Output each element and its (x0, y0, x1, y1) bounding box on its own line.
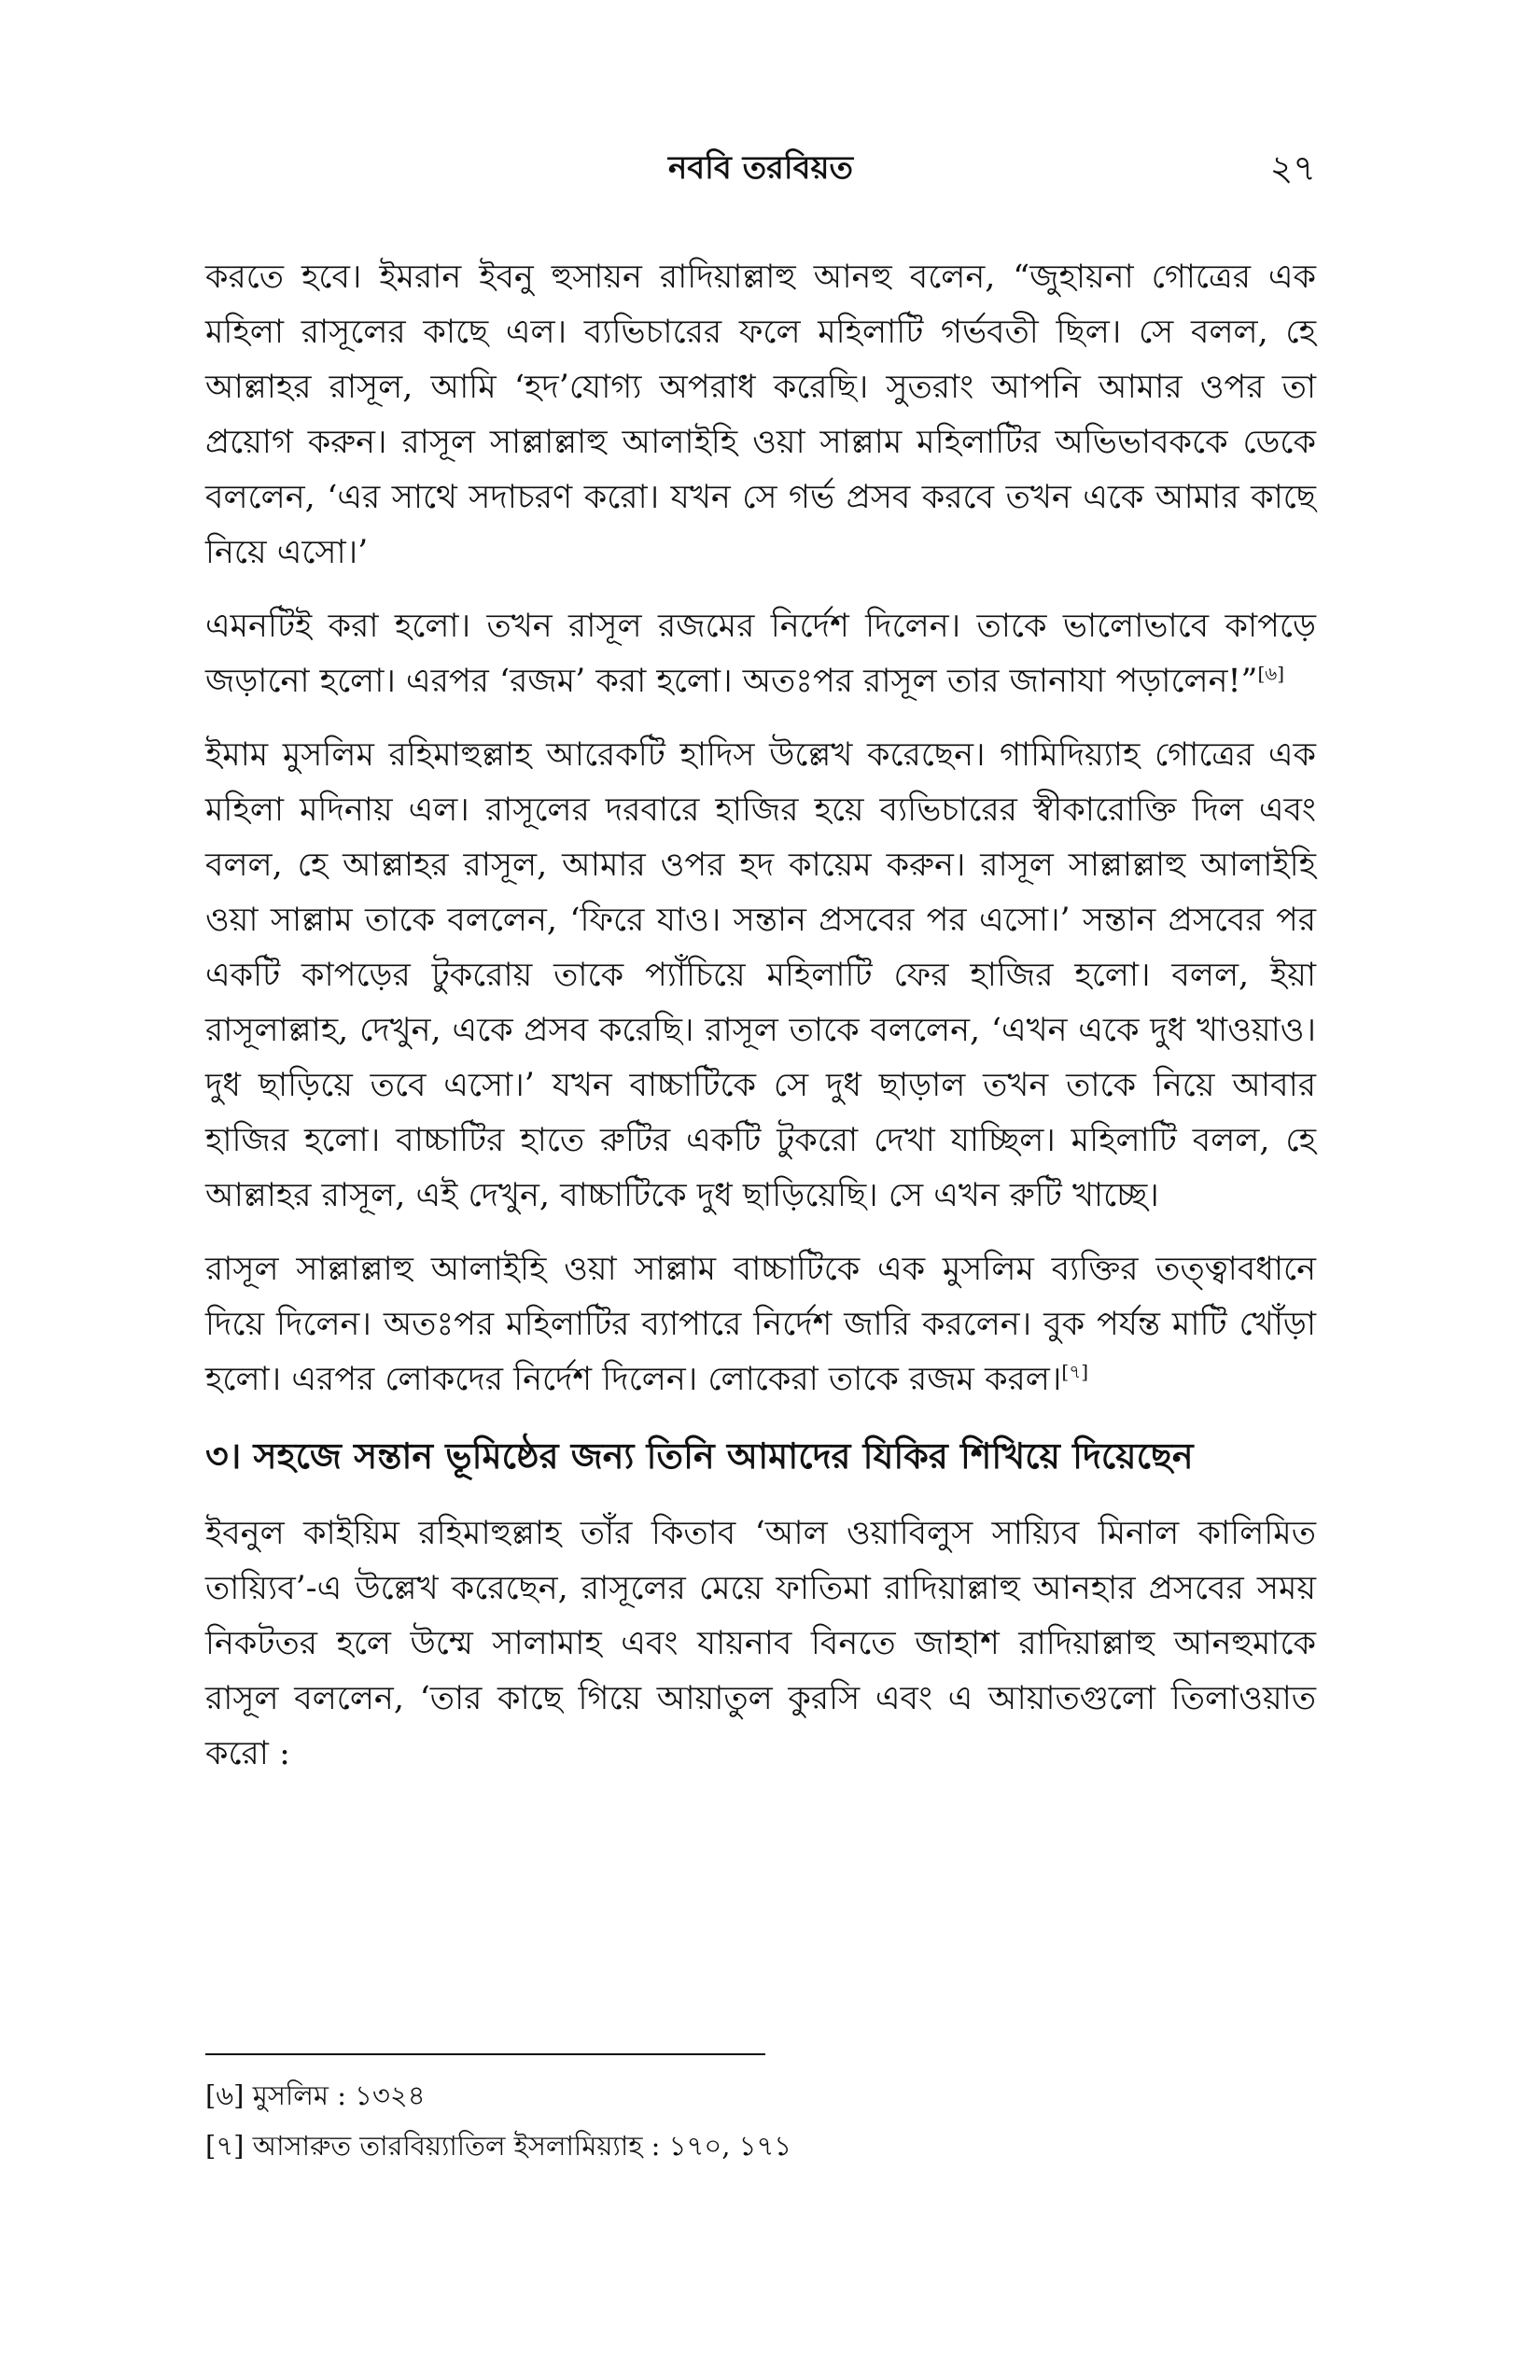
footnotes (205, 2074, 1316, 2175)
running-header (205, 140, 1316, 196)
paragraph-3: ইমাম মুসলিম রহিমাহুল্লাহ আরেকটি হাদিস উল্লেখ করেছেন। গামিদিয়্যাহ গোত্রের এক মহিলা মদিনায় এল। রাসূলের দরবারে হাজির হয়ে ব্যভিচারের স্বীকারোক্তি দিল এবং বলল, হে আল্লাহর রাসূল, আমার ওপর হদ কায়েম করুন। রাসূল সাল্লাল্লাহু আলাইহি ওয়া সাল্লাম তাকে বললেন, ‘ফিরে যাও। সন্তান প্রসবের পর এসো।’ সন্তান প্রসবের পর একটি কাপড়ের টুকরোয় তাকে প্যাঁচিয়ে মহিলাটি ফের হাজির হলো। বলল, ইয়া রাসূলাল্লাহ, দেখুন, একে প্রসব করেছি। রাসূল তাকে বললেন, ‘এখন একে দুধ খাওয়াও। দুধ ছাড়িয়ে তবে এসো।’ যখন বাচ্চাটিকে সে দুধ ছাড়াল তখন তাকে নিয়ে আবার হাজির হলো। বাচ্চাটির হাতে রুটির একটি টুকরো দেখা যাচ্ছিল। মহিলাটি বলল, হে আল্লাহর রাসূল, এই দেখুন, বাচ্চাটিকে দুধ ছাড়িয়েছি। সে এখন রুটি খাচ্ছে। (205, 736, 1316, 1214)
section-heading: ৩। সহজে সন্তান ভূমিষ্ঠের জন্য তিনি আমাদের যিকির শিখিয়ে দিয়েছেন (205, 1435, 1194, 1477)
paragraph-1: করতে হবে। ইমরান ইবনু হুসায়ন রাদিয়াল্লাহু আনহু বলেন, “জুহায়না গোত্রের এক মহিলা রাসূলের কাছে এল। ব্যভিচারের ফলে মহিলাটি গর্ভবতী ছিল। সে বলল, হে আল্লাহর রাসূল, আমি ‘হদ’যোগ্য অপরাধ করেছি। সুতরাং আপনি আমার ওপর তা প্রয়োগ করুন। রাসূল সাল্লাল্লাহু আলাইহি ওয়া সাল্লাম মহিলাটির অভিভাবককে ডেকে বললেন, ‘এর সাথে সদাচরণ করো। যখন সে গর্ভ প্রসব করবে তখন একে আমার কাছে নিয়ে এসো।’ (205, 259, 1316, 571)
section-paragraph: ইবনুল কাইয়িম রহিমাহুল্লাহ তাঁর কিতাব ‘আল ওয়াবিলুস সায়্যিব মিনাল কালিমিত তায়্যিব’-এ উল্লেখ করেছেন, রাসূলের মেয়ে ফাতিমা রাদিয়াল্লাহু আনহার প্রসবের সময় নিকটতর হলে উম্মে সালামাহ এবং যায়নাব বিনতে জাহাশ রাদিয়াল্লাহু আনহুমাকে রাসূল বললেন, ‘তার কাছে গিয়ে আয়াতুল কুরসি এবং এ আয়াতগুলো তিলাওয়াত করো : (205, 1515, 1316, 1772)
footnote-7: [৭] আসারুত তারবিয়্যাতিল ইসলামিয়্যাহ : ১৭০, ১৭১ (205, 2130, 792, 2162)
footnote-6: [৬] মুসলিম : ১৩২৪ (205, 2079, 426, 2111)
paragraph-2-text: এমনটিই করা হলো। তখন রাসূল রজমের নির্দেশ দিলেন। তাকে ভালোভাবে কাপড়ে জড়ানো হলো। এরপর ‘রজম’ করা হলো। অতঃপর রাসূল তার জানাযা পড়ালেন!” (205, 608, 1316, 700)
main-text (205, 250, 1316, 1800)
page-number: ২৭ (1269, 147, 1316, 189)
running-title: নববি তরবিয়ত (667, 149, 854, 187)
paragraph-4-text: রাসূল সাল্লাল্লাহু আলাইহি ওয়া সাল্লাম বাচ্চাটিকে এক মুসলিম ব্যক্তির তত্ত্বাবধানে দিয়ে দিলেন। অতঃপর মহিলাটির ব্যাপারে নির্দেশ জারি করলেন। বুক পর্যন্ত মাটি খোঁড়া হলো। এরপর লোকদের নির্দেশ দিলেন। লোকেরা তাকে রজম করল। (205, 1251, 1316, 1398)
paragraph-2 (205, 599, 1316, 709)
footnote-ref-7[interactable]: [৭] (1061, 1360, 1089, 1383)
paragraph-4 (205, 1242, 1316, 1407)
footnote-ref-6[interactable]: [৬] (1257, 662, 1285, 685)
footnote-divider (205, 2053, 765, 2055)
